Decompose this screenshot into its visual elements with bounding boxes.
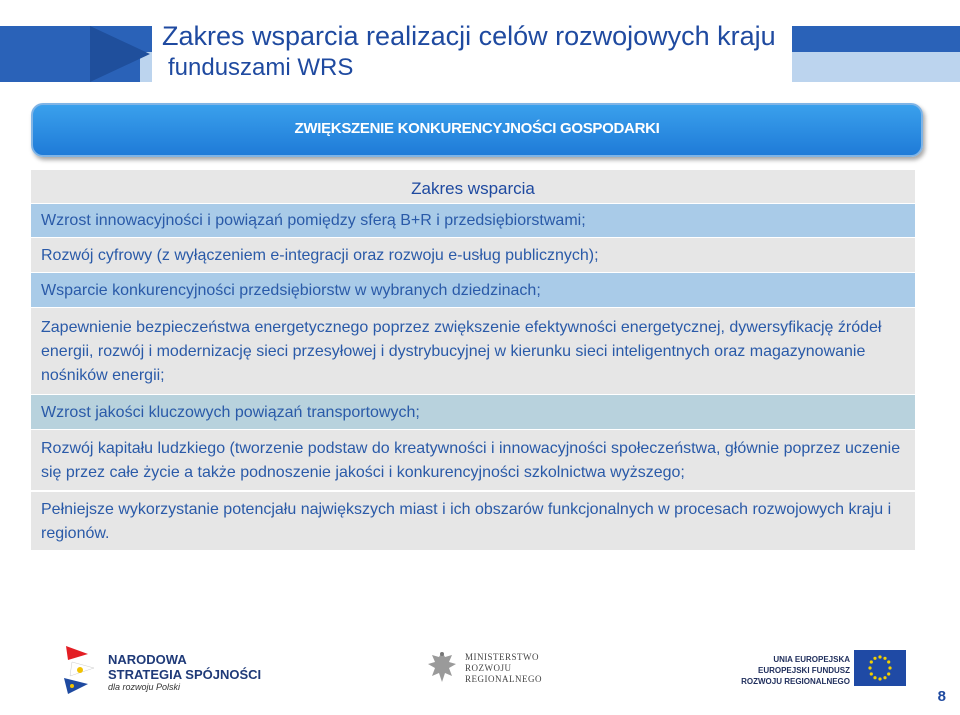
row-text: Rozwój cyfrowy (z wyłączeniem e-integracji oraz rozwoju e-usług publicznych); bbox=[41, 247, 599, 264]
eagle-emblem-icon bbox=[425, 648, 459, 688]
eu-line2: EUROPEJSKI FUNDUSZ bbox=[757, 666, 850, 675]
page-number: 8 bbox=[937, 688, 946, 705]
row-text: Wsparcie konkurencyjności przedsiębiorstw w wybranych dziedzinach; bbox=[41, 282, 541, 299]
ministry-line3: REGIONALNEGO bbox=[465, 674, 542, 684]
nss-flag-icon bbox=[58, 640, 102, 696]
eu-logo bbox=[741, 650, 910, 690]
table-header bbox=[31, 170, 915, 204]
nss-name bbox=[108, 652, 261, 682]
table-heading: Zakres wsparcia bbox=[411, 179, 535, 198]
row-text: Pełniejsze wykorzystanie potencjału największych miast i ich obszarów funkcjonalnych w procesach rozwojowych kraju i regionów. bbox=[41, 501, 892, 542]
table-row bbox=[31, 273, 915, 308]
eu-name bbox=[741, 654, 850, 687]
nss-line1: NARODOWA bbox=[108, 652, 187, 667]
chevron-decoration bbox=[90, 26, 150, 82]
row-text: Zapewnienie bezpieczeństwa energetycznego poprzez zwiększenie efektywności energetycznej, dywersyfikację źródeł energii, rozwój i modernizację sieci przesyłowej i dystrybucyjnej w kierunku sieci inteligentnych oraz magazynowanie nośników energii; bbox=[41, 319, 882, 384]
eu-flag-icon bbox=[854, 650, 906, 686]
ministry-name bbox=[465, 652, 542, 685]
page-subtitle: funduszami WRS bbox=[168, 54, 354, 81]
row-text: Wzrost jakości kluczowych powiązań transportowych; bbox=[41, 404, 420, 421]
nss-logo bbox=[58, 640, 318, 700]
table-row bbox=[31, 204, 915, 238]
ministry-line2: ROZWOJU bbox=[465, 663, 512, 673]
table-row bbox=[31, 491, 915, 551]
ministry-logo bbox=[425, 648, 555, 688]
eu-line1: UNIA EUROPEJSKA bbox=[773, 655, 850, 664]
support-table bbox=[31, 170, 915, 551]
nss-line2: STRATEGIA SPÓJNOŚCI bbox=[108, 667, 262, 682]
table-row bbox=[31, 238, 915, 273]
nss-tagline: dla rozwoju Polski bbox=[108, 682, 181, 692]
table-row bbox=[31, 395, 915, 430]
row-text: Wzrost innowacyjności i powiązań pomiędzy sferą B+R i przedsiębiorstwami; bbox=[41, 212, 586, 229]
page-title: Zakres wsparcia realizacji celów rozwojowych kraju bbox=[162, 21, 776, 51]
header-band bbox=[0, 0, 960, 86]
eu-line3: ROZWOJU REGIONALNEGO bbox=[741, 677, 850, 686]
banner-label: ZWIĘKSZENIE KONKURENCYJNOŚCI GOSPODARKI bbox=[294, 120, 660, 137]
table-row bbox=[31, 430, 915, 491]
title-box bbox=[152, 18, 792, 84]
table-row bbox=[31, 308, 915, 395]
row-text: Rozwój kapitału ludzkiego (tworzenie podstaw do kreatywności i innowacyjności społeczeństwa, głównie poprzez uczenie się przez całe życie a także podnoszenie jakości i konkurencyjności szkolnictwa wyższego; bbox=[41, 440, 901, 481]
section-banner bbox=[31, 103, 923, 157]
ministry-line1: MINISTERSTWO bbox=[465, 652, 539, 662]
